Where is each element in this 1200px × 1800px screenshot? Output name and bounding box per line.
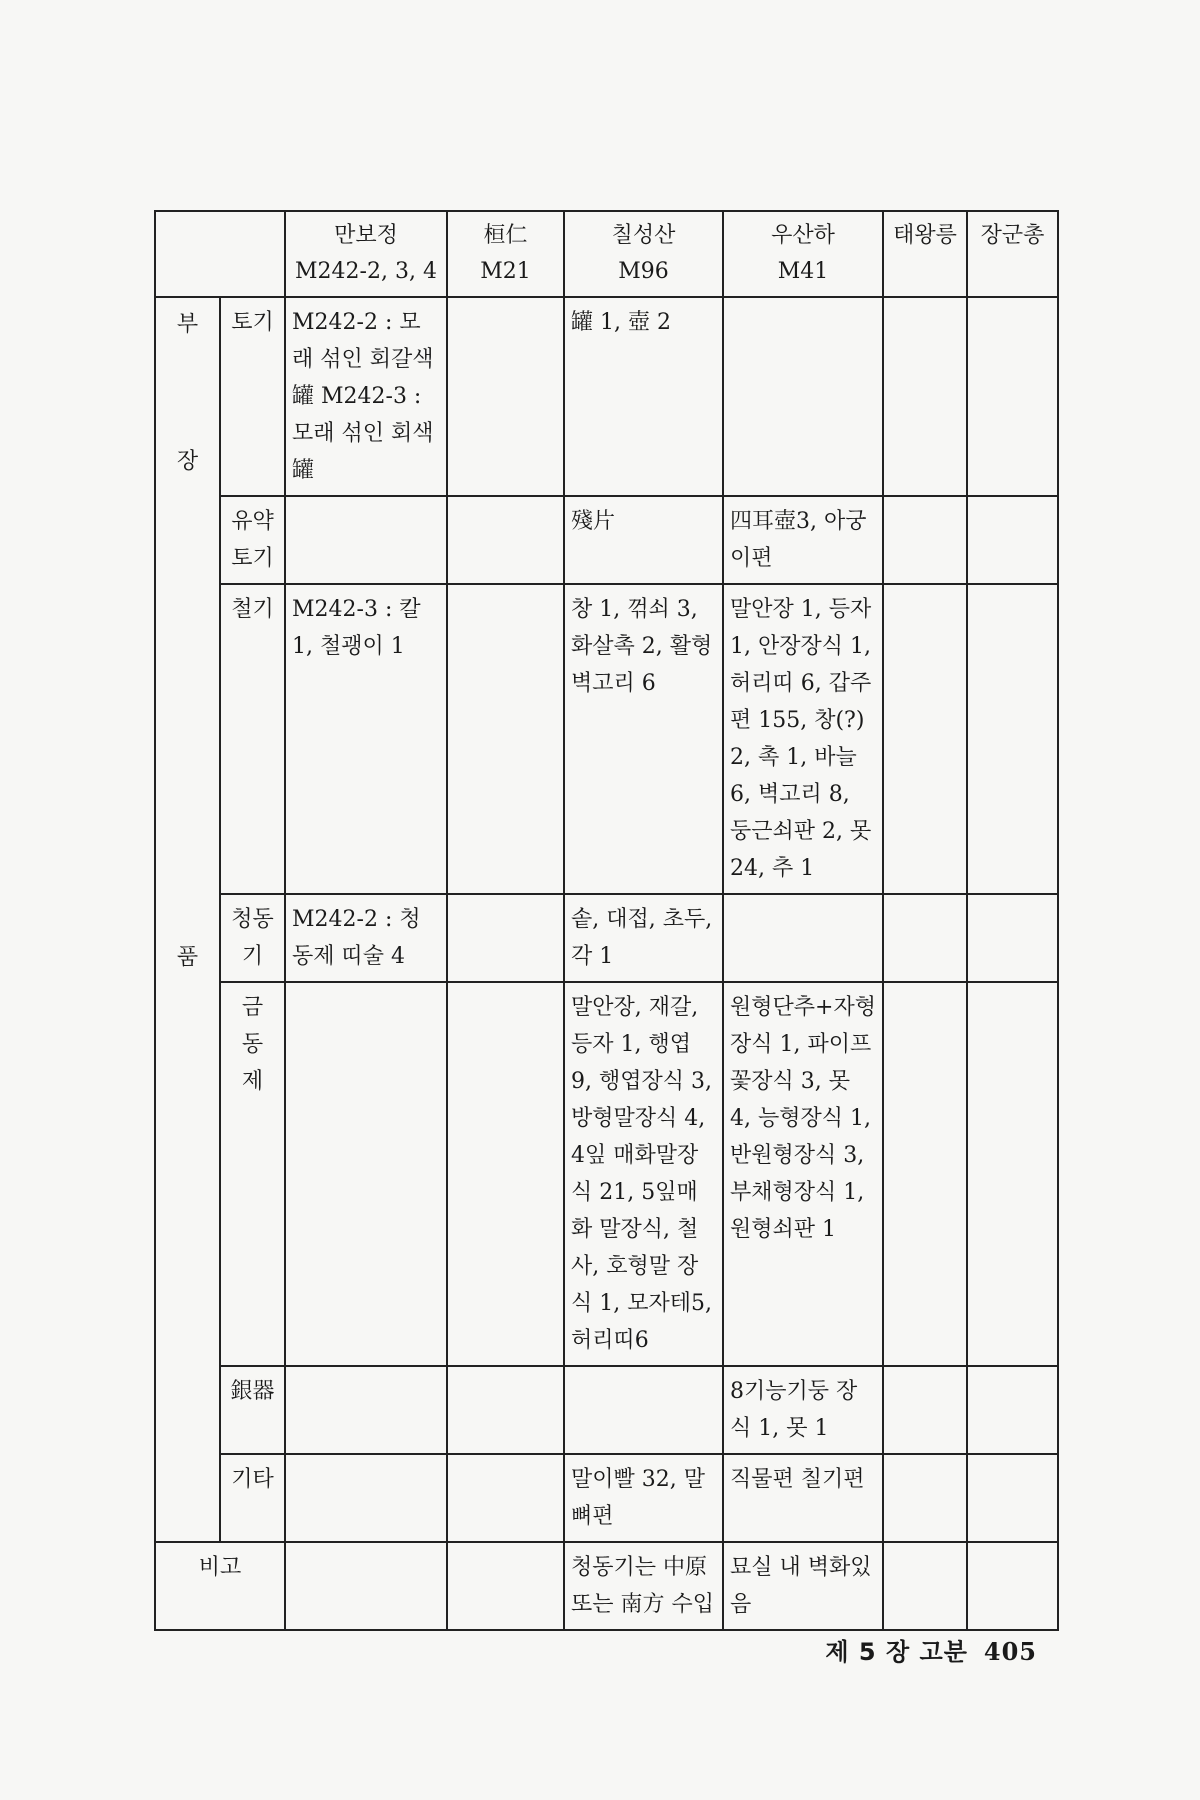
table-cell [967,584,1058,894]
table-cell [447,297,564,496]
section-char: 부 [176,312,199,337]
table-cell [883,584,967,894]
table-cell [967,894,1058,982]
header-site: 만보정 [334,223,398,248]
table-cell [447,1454,564,1542]
artifact-comparison-table [154,210,1059,1631]
table-row [155,1366,1058,1454]
chapter-title: 제 5 장 고분 [825,1638,968,1666]
table-cell [883,297,967,496]
table-cell: 말이빨 32, 말뼈편 [564,1454,723,1542]
table-cell [447,982,564,1366]
table-cell: M242-3 : 칼 1, 철괭이 1 [285,584,447,894]
header-site: 장군총 [980,223,1045,248]
header-site: 태왕릉 [893,223,957,248]
category-cell: 청동기 [220,894,285,982]
table-cell [967,982,1058,1366]
header-cell [967,211,1058,297]
category-char: 동 [241,1032,264,1057]
table-cell [883,496,967,584]
header-cell [447,211,564,297]
table-cell [447,1366,564,1454]
table-cell [285,1454,447,1542]
table-cell: 원형단추+자형장식 1, 파이프꽃장식 3, 못 4, 능형장식 1, 반원형장식 3, 부채형장식 1, 원형쇠판 1 [723,982,883,1366]
table-cell: 殘片 [564,496,723,584]
table-header-row [155,211,1058,297]
remark-label: 비고 [155,1542,285,1630]
table-cell [883,894,967,982]
category-cell: 토기 [220,297,285,496]
table-cell [723,894,883,982]
table-cell [967,1366,1058,1454]
table-cell: 묘실 내 벽화있음 [723,1542,883,1630]
page-number: 405 [983,1637,1037,1666]
table-cell: 솥, 대접, 초두, 각 1 [564,894,723,982]
remark-row [155,1542,1058,1630]
table-cell [564,1366,723,1454]
table-cell: 罐 1, 壺 2 [564,297,723,496]
header-tomb: M21 [480,259,531,284]
header-cell [723,211,883,297]
table-cell [447,584,564,894]
category-cell [220,982,285,1366]
category-cell: 기타 [220,1454,285,1542]
table-cell [967,1542,1058,1630]
header-corner [155,211,285,297]
table-cell: M242-2 : 청동제 띠술 4 [285,894,447,982]
table-cell: 말안장, 재갈, 등자 1, 행엽 9, 행엽장식 3, 방형말장식 4, 4잎 매화말장식 21, 5잎매화 말장식, 철사, 호형말 장식 1, 모자테5, 허리띠6 [564,982,723,1366]
header-cell [883,211,967,297]
table-row [155,496,1058,584]
table-cell [285,1542,447,1630]
section-char: 품 [176,945,199,970]
section-label [155,297,220,1542]
table-cell [883,1454,967,1542]
table-cell [285,982,447,1366]
table-row [155,982,1058,1366]
table-cell [967,297,1058,496]
table-cell [883,1542,967,1630]
header-tomb: M242-2, 3, 4 [295,259,437,284]
table-cell [883,982,967,1366]
header-site: 桓仁 [483,223,528,248]
category-cell: 유약토기 [220,496,285,584]
header-site: 칠성산 [611,223,676,248]
table-cell [447,496,564,584]
header-tomb: M96 [618,259,669,284]
table-cell: 四耳壺3, 아궁이편 [723,496,883,584]
table-cell [723,297,883,496]
table-cell: M242-2 : 모래 섞인 회갈색罐 M242-3 : 모래 섞인 회색 罐 [285,297,447,496]
table-row [155,297,1058,496]
table-cell: 창 1, 꺾쇠 3, 화살촉 2, 활형벽고리 6 [564,584,723,894]
table-cell [967,1454,1058,1542]
category-char: 금 [241,995,264,1020]
header-tomb: M41 [777,259,829,284]
table-row [155,584,1058,894]
category-cell: 銀器 [220,1366,285,1454]
table-cell [447,894,564,982]
page-footer [825,1632,1037,1667]
table-cell [967,496,1058,584]
table-row [155,1454,1058,1542]
table-cell: 청동기는 中原 또는 南方 수입 [564,1542,723,1630]
section-char: 장 [176,448,199,474]
table-cell: 직물편 칠기편 [723,1454,883,1542]
table-cell: 8기능기둥 장식 1, 못 1 [723,1366,883,1454]
header-cell [564,211,723,297]
table-cell [883,1366,967,1454]
category-cell: 철기 [220,584,285,894]
table-cell [285,1366,447,1454]
table-row [155,894,1058,982]
table-cell [447,1542,564,1630]
table-cell [285,496,447,584]
header-cell [285,211,447,297]
category-char: 제 [241,1069,264,1094]
table-cell: 말안장 1, 등자 1, 안장장식 1, 허리띠 6, 갑주편 155, 창(?) 2, 촉 1, 바늘 6, 벽고리 8, 둥근쇠판 2, 못 24, 추 1 [723,584,883,894]
header-site: 우산하 [771,223,835,248]
